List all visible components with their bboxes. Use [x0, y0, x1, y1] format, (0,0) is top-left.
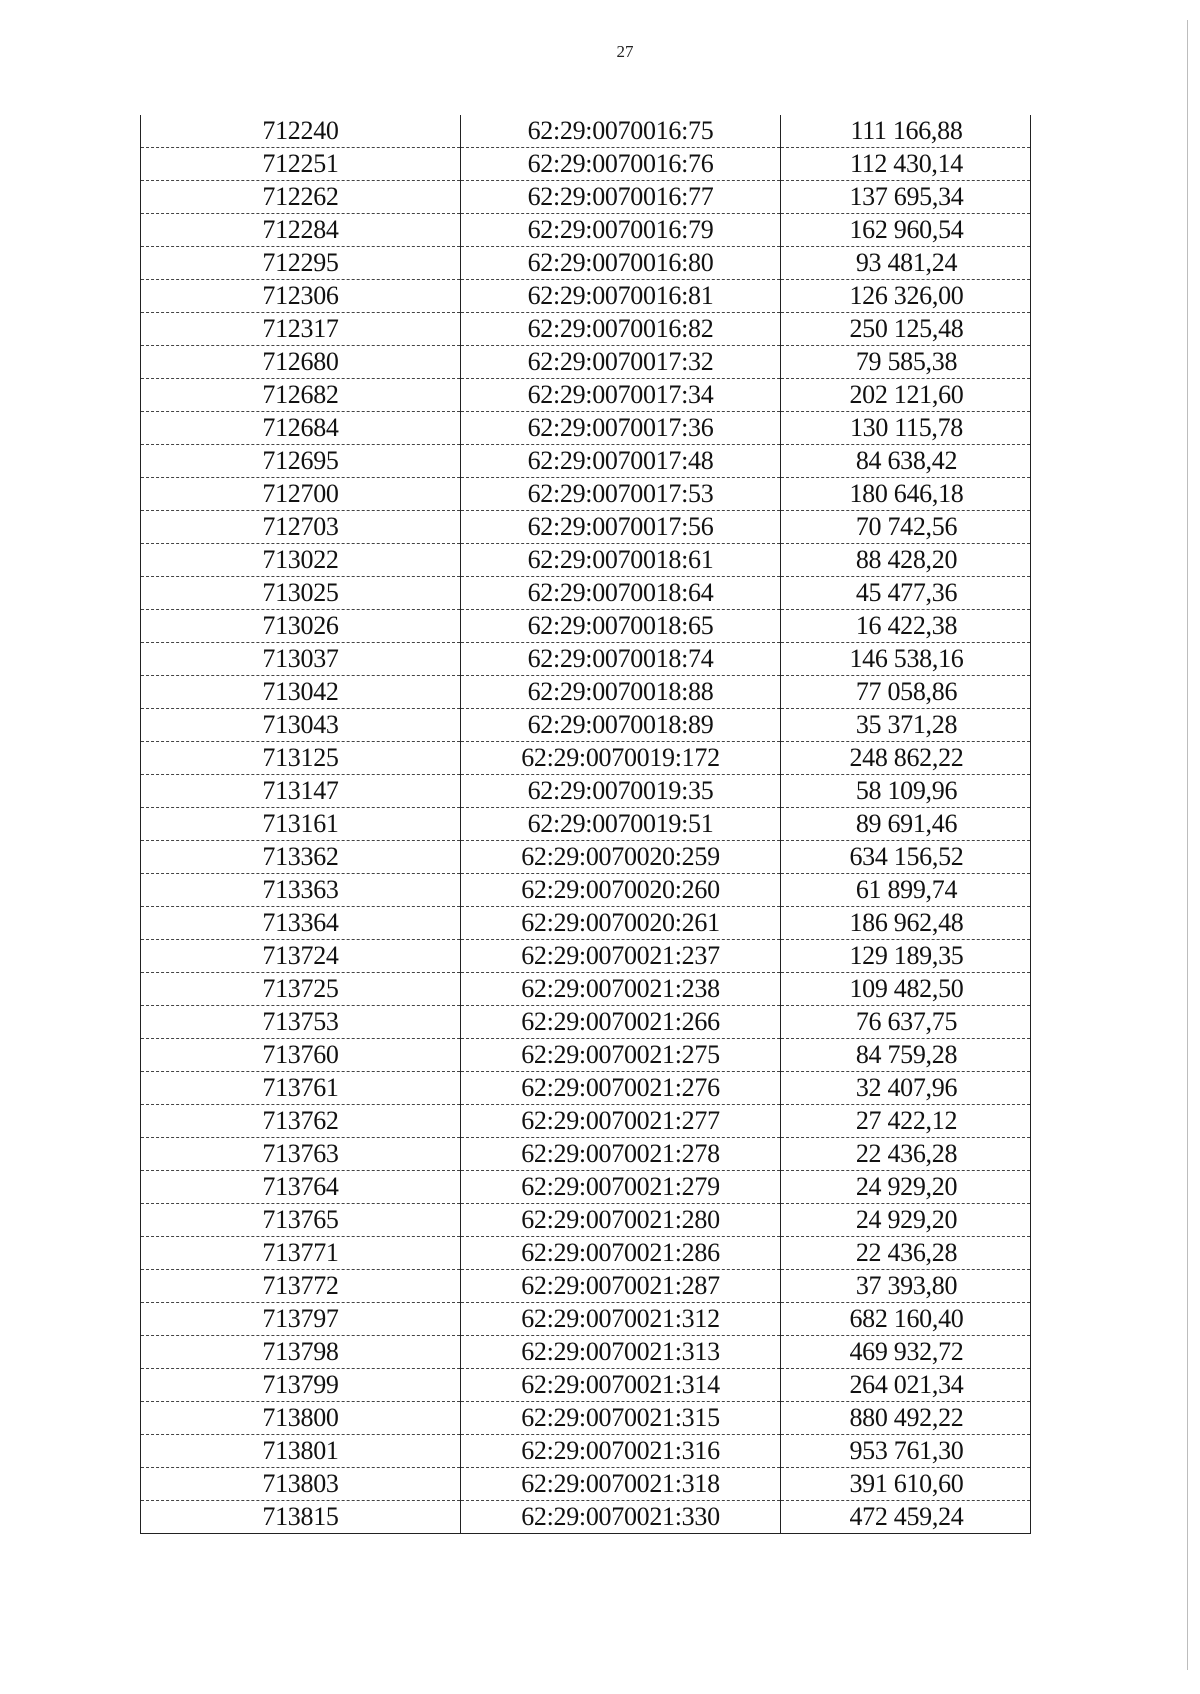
- cadastral-value-cell: 146 538,16: [781, 643, 1031, 676]
- object-code-cell: 712695: [141, 445, 461, 478]
- table-row: [141, 676, 1031, 709]
- cadastral-value-cell: 109 482,50: [781, 973, 1031, 1006]
- cadastral-value-cell: 27 422,12: [781, 1105, 1031, 1138]
- cadastral-number-cell: 62:29:0070021:312: [461, 1303, 781, 1336]
- cadastral-value-cell: 79 585,38: [781, 346, 1031, 379]
- object-code-cell: 713772: [141, 1270, 461, 1303]
- table-row: [141, 1006, 1031, 1039]
- table-row: [141, 1270, 1031, 1303]
- cadastral-value-cell: 130 115,78: [781, 412, 1031, 445]
- cadastral-value-cell: 16 422,38: [781, 610, 1031, 643]
- cadastral-value-cell: 186 962,48: [781, 907, 1031, 940]
- cadastral-number-cell: 62:29:0070017:32: [461, 346, 781, 379]
- table-row: [141, 214, 1031, 247]
- cadastral-value-table: [140, 115, 1031, 1534]
- cadastral-number-cell: 62:29:0070021:275: [461, 1039, 781, 1072]
- cadastral-number-cell: 62:29:0070016:79: [461, 214, 781, 247]
- table-row: [141, 808, 1031, 841]
- table-row: [141, 379, 1031, 412]
- table-row: [141, 1171, 1031, 1204]
- table-row: [141, 313, 1031, 346]
- table-row: [141, 1039, 1031, 1072]
- cadastral-value-cell: 24 929,20: [781, 1171, 1031, 1204]
- cadastral-value-cell: 61 899,74: [781, 874, 1031, 907]
- cadastral-number-cell: 62:29:0070021:313: [461, 1336, 781, 1369]
- table-row: [141, 115, 1031, 148]
- table-row: [141, 742, 1031, 775]
- cadastral-value-cell: 93 481,24: [781, 247, 1031, 280]
- object-code-cell: 713161: [141, 808, 461, 841]
- cadastral-number-cell: 62:29:0070021:315: [461, 1402, 781, 1435]
- table-row: [141, 1369, 1031, 1402]
- table-row: [141, 940, 1031, 973]
- object-code-cell: 712240: [141, 115, 461, 148]
- cadastral-number-cell: 62:29:0070016:80: [461, 247, 781, 280]
- table-row: [141, 1336, 1031, 1369]
- cadastral-number-cell: 62:29:0070021:330: [461, 1501, 781, 1534]
- object-code-cell: 712684: [141, 412, 461, 445]
- cadastral-number-cell: 62:29:0070016:75: [461, 115, 781, 148]
- cadastral-value-cell: 634 156,52: [781, 841, 1031, 874]
- table-row: [141, 577, 1031, 610]
- object-code-cell: 713043: [141, 709, 461, 742]
- cadastral-value-cell: 162 960,54: [781, 214, 1031, 247]
- table-row: [141, 874, 1031, 907]
- cadastral-value-cell: 24 929,20: [781, 1204, 1031, 1237]
- cadastral-number-cell: 62:29:0070021:276: [461, 1072, 781, 1105]
- table-row: [141, 1303, 1031, 1336]
- object-code-cell: 712317: [141, 313, 461, 346]
- table-row: [141, 1468, 1031, 1501]
- cadastral-number-cell: 62:29:0070021:238: [461, 973, 781, 1006]
- cadastral-value-cell: 35 371,28: [781, 709, 1031, 742]
- object-code-cell: 713724: [141, 940, 461, 973]
- cadastral-value-cell: 202 121,60: [781, 379, 1031, 412]
- cadastral-value-cell: 250 125,48: [781, 313, 1031, 346]
- cadastral-value-cell: 70 742,56: [781, 511, 1031, 544]
- cadastral-number-cell: 62:29:0070017:36: [461, 412, 781, 445]
- cadastral-value-cell: 76 637,75: [781, 1006, 1031, 1039]
- object-code-cell: 713762: [141, 1105, 461, 1138]
- table-row: [141, 247, 1031, 280]
- cadastral-number-cell: 62:29:0070021:318: [461, 1468, 781, 1501]
- table-row: [141, 544, 1031, 577]
- cadastral-value-cell: 264 021,34: [781, 1369, 1031, 1402]
- table-row: [141, 775, 1031, 808]
- object-code-cell: 712295: [141, 247, 461, 280]
- cadastral-number-cell: 62:29:0070019:172: [461, 742, 781, 775]
- scan-edge-line: [1187, 20, 1188, 1670]
- cadastral-number-cell: 62:29:0070016:82: [461, 313, 781, 346]
- object-code-cell: 712682: [141, 379, 461, 412]
- object-code-cell: 713753: [141, 1006, 461, 1039]
- cadastral-value-cell: 58 109,96: [781, 775, 1031, 808]
- cadastral-value-cell: 126 326,00: [781, 280, 1031, 313]
- cadastral-value-cell: 112 430,14: [781, 148, 1031, 181]
- cadastral-number-cell: 62:29:0070017:53: [461, 478, 781, 511]
- table-row: [141, 181, 1031, 214]
- table-row: [141, 709, 1031, 742]
- cadastral-value-cell: 111 166,88: [781, 115, 1031, 148]
- cadastral-number-cell: 62:29:0070016:76: [461, 148, 781, 181]
- table-row: [141, 148, 1031, 181]
- cadastral-number-cell: 62:29:0070021:279: [461, 1171, 781, 1204]
- table-row: [141, 907, 1031, 940]
- cadastral-number-cell: 62:29:0070020:260: [461, 874, 781, 907]
- object-code-cell: 713764: [141, 1171, 461, 1204]
- cadastral-number-cell: 62:29:0070020:259: [461, 841, 781, 874]
- table-row: [141, 511, 1031, 544]
- cadastral-value-cell: 953 761,30: [781, 1435, 1031, 1468]
- cadastral-value-cell: 248 862,22: [781, 742, 1031, 775]
- cadastral-value-cell: 88 428,20: [781, 544, 1031, 577]
- cadastral-number-cell: 62:29:0070021:287: [461, 1270, 781, 1303]
- object-code-cell: 713364: [141, 907, 461, 940]
- object-code-cell: 713037: [141, 643, 461, 676]
- cadastral-number-cell: 62:29:0070017:34: [461, 379, 781, 412]
- cadastral-value-cell: 37 393,80: [781, 1270, 1031, 1303]
- object-code-cell: 713799: [141, 1369, 461, 1402]
- cadastral-value-cell: 22 436,28: [781, 1237, 1031, 1270]
- object-code-cell: 712700: [141, 478, 461, 511]
- cadastral-value-cell: 84 759,28: [781, 1039, 1031, 1072]
- cadastral-number-cell: 62:29:0070018:88: [461, 676, 781, 709]
- object-code-cell: 712306: [141, 280, 461, 313]
- object-code-cell: 713025: [141, 577, 461, 610]
- table-row: [141, 643, 1031, 676]
- object-code-cell: 713815: [141, 1501, 461, 1534]
- table-row: [141, 346, 1031, 379]
- cadastral-value-cell: 89 691,46: [781, 808, 1031, 841]
- cadastral-value-cell: 472 459,24: [781, 1501, 1031, 1534]
- cadastral-number-cell: 62:29:0070018:65: [461, 610, 781, 643]
- table-row: [141, 841, 1031, 874]
- table-row: [141, 478, 1031, 511]
- cadastral-value-cell: 880 492,22: [781, 1402, 1031, 1435]
- table-row: [141, 973, 1031, 1006]
- cadastral-value-cell: 129 189,35: [781, 940, 1031, 973]
- cadastral-number-cell: 62:29:0070021:280: [461, 1204, 781, 1237]
- table-row: [141, 1501, 1031, 1534]
- object-code-cell: 713765: [141, 1204, 461, 1237]
- cadastral-value-cell: 137 695,34: [781, 181, 1031, 214]
- cadastral-number-cell: 62:29:0070021:316: [461, 1435, 781, 1468]
- page-number: 27: [616, 42, 634, 61]
- cadastral-number-cell: 62:29:0070021:277: [461, 1105, 781, 1138]
- table-row: [141, 610, 1031, 643]
- cadastral-value-cell: 180 646,18: [781, 478, 1031, 511]
- table-row: [141, 1237, 1031, 1270]
- cadastral-number-cell: 62:29:0070018:61: [461, 544, 781, 577]
- cadastral-number-cell: 62:29:0070017:56: [461, 511, 781, 544]
- object-code-cell: 713763: [141, 1138, 461, 1171]
- cadastral-number-cell: 62:29:0070021:278: [461, 1138, 781, 1171]
- object-code-cell: 713798: [141, 1336, 461, 1369]
- cadastral-value-cell: 84 638,42: [781, 445, 1031, 478]
- object-code-cell: 713363: [141, 874, 461, 907]
- object-code-cell: 713771: [141, 1237, 461, 1270]
- cadastral-number-cell: 62:29:0070018:74: [461, 643, 781, 676]
- object-code-cell: 713801: [141, 1435, 461, 1468]
- table-row: [141, 1402, 1031, 1435]
- cadastral-number-cell: 62:29:0070021:237: [461, 940, 781, 973]
- cadastral-value-cell: 45 477,36: [781, 577, 1031, 610]
- object-code-cell: 713725: [141, 973, 461, 1006]
- object-code-cell: 713800: [141, 1402, 461, 1435]
- table-row: [141, 1105, 1031, 1138]
- object-code-cell: 713125: [141, 742, 461, 775]
- object-code-cell: 713362: [141, 841, 461, 874]
- cadastral-value-cell: 32 407,96: [781, 1072, 1031, 1105]
- object-code-cell: 713147: [141, 775, 461, 808]
- table-row: [141, 1435, 1031, 1468]
- object-code-cell: 712703: [141, 511, 461, 544]
- cadastral-number-cell: 62:29:0070021:266: [461, 1006, 781, 1039]
- cadastral-value-cell: 391 610,60: [781, 1468, 1031, 1501]
- object-code-cell: 712680: [141, 346, 461, 379]
- table-body: [141, 115, 1031, 1534]
- cadastral-number-cell: 62:29:0070016:81: [461, 280, 781, 313]
- cadastral-number-cell: 62:29:0070019:51: [461, 808, 781, 841]
- table-row: [141, 412, 1031, 445]
- cadastral-value-cell: 469 932,72: [781, 1336, 1031, 1369]
- table-row: [141, 445, 1031, 478]
- cadastral-number-cell: 62:29:0070017:48: [461, 445, 781, 478]
- object-code-cell: 712251: [141, 148, 461, 181]
- cadastral-value-cell: 77 058,86: [781, 676, 1031, 709]
- object-code-cell: 712262: [141, 181, 461, 214]
- object-code-cell: 712284: [141, 214, 461, 247]
- object-code-cell: 713026: [141, 610, 461, 643]
- table-row: [141, 1072, 1031, 1105]
- cadastral-number-cell: 62:29:0070020:261: [461, 907, 781, 940]
- object-code-cell: 713761: [141, 1072, 461, 1105]
- cadastral-number-cell: 62:29:0070021:314: [461, 1369, 781, 1402]
- cadastral-value-cell: 22 436,28: [781, 1138, 1031, 1171]
- object-code-cell: 713042: [141, 676, 461, 709]
- cadastral-number-cell: 62:29:0070018:89: [461, 709, 781, 742]
- cadastral-number-cell: 62:29:0070016:77: [461, 181, 781, 214]
- table-row: [141, 280, 1031, 313]
- table-row: [141, 1204, 1031, 1237]
- cadastral-number-cell: 62:29:0070021:286: [461, 1237, 781, 1270]
- object-code-cell: 713760: [141, 1039, 461, 1072]
- object-code-cell: 713803: [141, 1468, 461, 1501]
- object-code-cell: 713022: [141, 544, 461, 577]
- cadastral-number-cell: 62:29:0070018:64: [461, 577, 781, 610]
- cadastral-value-cell: 682 160,40: [781, 1303, 1031, 1336]
- table-row: [141, 1138, 1031, 1171]
- object-code-cell: 713797: [141, 1303, 461, 1336]
- cadastral-number-cell: 62:29:0070019:35: [461, 775, 781, 808]
